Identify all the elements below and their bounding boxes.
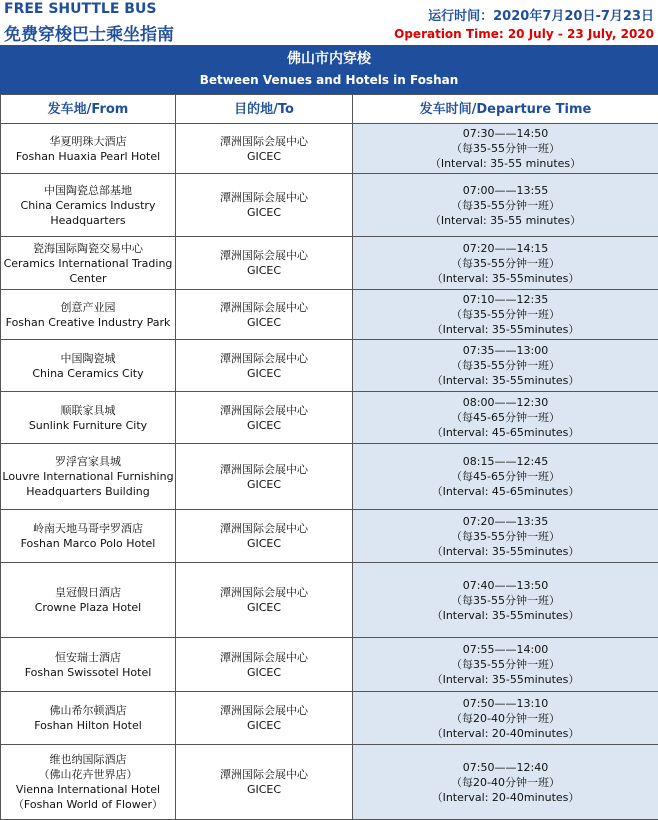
to-cell [176, 174, 353, 237]
from-cell-line: 中国陶瓷城 [1, 351, 175, 366]
from-cell-line: 创意产业园 [1, 300, 175, 315]
departure-time-cell [353, 745, 658, 820]
departure-time-cell-line: （Interval: 45-65minutes） [353, 425, 658, 440]
departure-time-cell-line: 07:10——12:35 [353, 292, 658, 307]
departure-time-cell-line: （每35-55分钟一班） [353, 657, 658, 672]
table-body [1, 124, 658, 820]
from-cell-line: Louvre International Furnishing [1, 469, 175, 484]
departure-time-cell-line: 07:30——14:50 [353, 126, 658, 141]
from-cell [1, 638, 176, 692]
departure-time-cell-line: 07:50——12:40 [353, 760, 658, 775]
departure-time-cell [353, 237, 658, 290]
departure-time-cell [353, 638, 658, 692]
to-cell-line: GICEC [176, 263, 352, 278]
from-cell-line: 维也纳国际酒店 [1, 752, 175, 767]
departure-time-cell-line: （Interval: 20-40minutes） [353, 790, 658, 805]
from-cell [1, 692, 176, 745]
banner-title-cn: 佛山市内穿梭 [0, 50, 658, 68]
departure-time-cell-line: （Interval: 35-55 minutes） [353, 213, 658, 228]
departure-time-cell-line: （Interval: 35-55minutes） [353, 608, 658, 623]
from-cell-line: 佛山希尔顿酒店 [1, 703, 175, 718]
to-cell-line: GICEC [176, 149, 352, 164]
from-cell-line: Foshan Creative Industry Park [1, 315, 175, 330]
from-cell [1, 392, 176, 444]
departure-time-cell-line: 07:50——13:10 [353, 696, 658, 711]
to-cell [176, 692, 353, 745]
table-row [1, 444, 658, 510]
departure-time-cell-line: 07:20——13:35 [353, 514, 658, 529]
from-cell [1, 444, 176, 510]
table-row [1, 745, 658, 820]
table-row [1, 174, 658, 237]
from-cell-line: Headquarters Building [1, 484, 175, 499]
departure-time-cell-line: （每35-55分钟一班） [353, 307, 658, 322]
table-row [1, 290, 658, 340]
departure-time-cell [353, 124, 658, 174]
from-cell-line: Foshan Hilton Hotel [1, 718, 175, 733]
departure-time-cell-line: 08:15——12:45 [353, 454, 658, 469]
departure-time-cell-line: （Interval: 20-40minutes） [353, 726, 658, 741]
from-cell-line: Foshan Huaxia Pearl Hotel [1, 149, 175, 164]
to-cell [176, 290, 353, 340]
departure-time-cell-line: （Interval: 35-55minutes） [353, 544, 658, 559]
to-cell-line: 潭洲国际会展中心 [176, 134, 352, 149]
departure-time-cell-line: （每45-65分钟一班） [353, 469, 658, 484]
departure-time-cell-line: （每45-65分钟一班） [353, 410, 658, 425]
table-row [1, 392, 658, 444]
to-cell [176, 237, 353, 290]
to-cell-line: 潭洲国际会展中心 [176, 462, 352, 477]
table-row [1, 692, 658, 745]
to-cell [176, 745, 353, 820]
from-cell [1, 510, 176, 563]
from-cell-line: Center [1, 271, 175, 286]
table-row [1, 340, 658, 392]
column-header-to: 目的地/To [176, 95, 353, 124]
to-cell [176, 340, 353, 392]
section-banner [0, 45, 658, 94]
from-cell-line: 皇冠假日酒店 [1, 585, 175, 600]
departure-time-cell-line: （Interval: 35-55minutes） [353, 271, 658, 286]
from-cell-line: 中国陶瓷总部基地 [1, 183, 175, 198]
to-cell-line: GICEC [176, 718, 352, 733]
shuttle-schedule-table [0, 94, 658, 820]
departure-time-cell [353, 174, 658, 237]
departure-time-cell-line: （Interval: 35-55minutes） [353, 322, 658, 337]
from-cell-line: 罗浮宫家具城 [1, 454, 175, 469]
from-cell-line: Foshan Marco Polo Hotel [1, 536, 175, 551]
departure-time-cell [353, 444, 658, 510]
to-cell-line: 潭洲国际会展中心 [176, 767, 352, 782]
table-row [1, 563, 658, 638]
column-header-time: 发车时间/Departure Time [353, 95, 658, 124]
doc-title-cn: 免费穿梭巴士乘坐指南 [4, 20, 174, 45]
departure-time-cell-line: 07:00——13:55 [353, 183, 658, 198]
to-cell-line: GICEC [176, 665, 352, 680]
from-cell-line: Sunlink Furniture City [1, 418, 175, 433]
from-cell [1, 563, 176, 638]
departure-time-cell-line: 07:20——14:15 [353, 241, 658, 256]
to-cell-line: 潭洲国际会展中心 [176, 248, 352, 263]
to-cell [176, 510, 353, 563]
table-row [1, 237, 658, 290]
departure-time-cell [353, 563, 658, 638]
to-cell-line: GICEC [176, 315, 352, 330]
to-cell-line: GICEC [176, 418, 352, 433]
departure-time-cell-line: （每35-55分钟一班） [353, 198, 658, 213]
from-cell-line: Vienna International Hotel [1, 782, 175, 797]
from-cell-line: Foshan Swissotel Hotel [1, 665, 175, 680]
from-cell [1, 174, 176, 237]
to-cell-line: 潭洲国际会展中心 [176, 351, 352, 366]
to-cell-line: 潭洲国际会展中心 [176, 521, 352, 536]
to-cell-line: 潭洲国际会展中心 [176, 650, 352, 665]
from-cell-line: （佛山花卉世界店） [1, 767, 175, 782]
to-cell-line: GICEC [176, 477, 352, 492]
departure-time-cell-line: （每35-55分钟一班） [353, 358, 658, 373]
from-cell-line: 顺联家具城 [1, 403, 175, 418]
to-cell-line: 潭洲国际会展中心 [176, 585, 352, 600]
table-row [1, 510, 658, 563]
to-cell [176, 392, 353, 444]
to-cell-line: 潭洲国际会展中心 [176, 300, 352, 315]
to-cell-line: GICEC [176, 600, 352, 615]
to-cell-line: 潭洲国际会展中心 [176, 403, 352, 418]
departure-time-cell-line: 07:35——13:00 [353, 343, 658, 358]
to-cell-line: GICEC [176, 782, 352, 797]
doc-title-en: FREE SHUTTLE BUS [4, 1, 156, 17]
to-cell [176, 563, 353, 638]
departure-time-cell-line: 07:40——13:50 [353, 578, 658, 593]
departure-time-cell-line: （每35-55分钟一班） [353, 593, 658, 608]
from-cell [1, 340, 176, 392]
departure-time-cell [353, 392, 658, 444]
departure-time-cell-line: （Interval: 35-55minutes） [353, 672, 658, 687]
departure-time-cell [353, 290, 658, 340]
departure-time-cell-line: （每35-55分钟一班） [353, 529, 658, 544]
from-cell-line: Ceramics International Trading [1, 256, 175, 271]
departure-time-cell-line: （Interval: 35-55 minutes） [353, 156, 658, 171]
from-cell-line: 恒安瑞士酒店 [1, 650, 175, 665]
from-cell [1, 237, 176, 290]
to-cell-line: GICEC [176, 536, 352, 551]
table-row [1, 124, 658, 174]
table-header-row [1, 95, 658, 124]
banner-title-en: Between Venues and Hotels in Foshan [0, 71, 658, 89]
from-cell-line: 瓷海国际陶瓷交易中心 [1, 241, 175, 256]
departure-time-cell-line: （Interval: 45-65minutes） [353, 484, 658, 499]
to-cell [176, 444, 353, 510]
to-cell-line: GICEC [176, 205, 352, 220]
from-cell-line: Headquarters [1, 213, 175, 228]
to-cell-line: 潭洲国际会展中心 [176, 703, 352, 718]
table-row [1, 638, 658, 692]
from-cell [1, 124, 176, 174]
departure-time-cell [353, 340, 658, 392]
to-cell [176, 638, 353, 692]
departure-time-cell-line: （每20-40分钟一班） [353, 775, 658, 790]
departure-time-cell-line: （Interval: 35-55minutes） [353, 373, 658, 388]
from-cell-line: China Ceramics City [1, 366, 175, 381]
operation-time-cn: 运行时间：2020年7月20日-7月23日 [428, 5, 654, 24]
from-cell-line: Crowne Plaza Hotel [1, 600, 175, 615]
from-cell [1, 290, 176, 340]
departure-time-cell [353, 510, 658, 563]
departure-time-cell-line: （每20-40分钟一班） [353, 711, 658, 726]
departure-time-cell-line: （每35-55分钟一班） [353, 256, 658, 271]
column-header-from: 发车地/From [1, 95, 176, 124]
from-cell-line: 岭南天地马哥孛罗酒店 [1, 521, 175, 536]
from-cell [1, 745, 176, 820]
from-cell-line: （Foshan World of Flower） [1, 797, 175, 812]
to-cell [176, 124, 353, 174]
from-cell-line: 华夏明珠大酒店 [1, 134, 175, 149]
from-cell-line: China Ceramics Industry [1, 198, 175, 213]
departure-time-cell-line: （每35-55分钟一班） [353, 141, 658, 156]
operation-time-en: Operation Time: 20 July - 23 July, 2020 [394, 27, 654, 41]
to-cell-line: GICEC [176, 366, 352, 381]
to-cell-line: 潭洲国际会展中心 [176, 190, 352, 205]
departure-time-cell-line: 08:00——12:30 [353, 395, 658, 410]
departure-time-cell-line: 07:55——14:00 [353, 642, 658, 657]
departure-time-cell [353, 692, 658, 745]
